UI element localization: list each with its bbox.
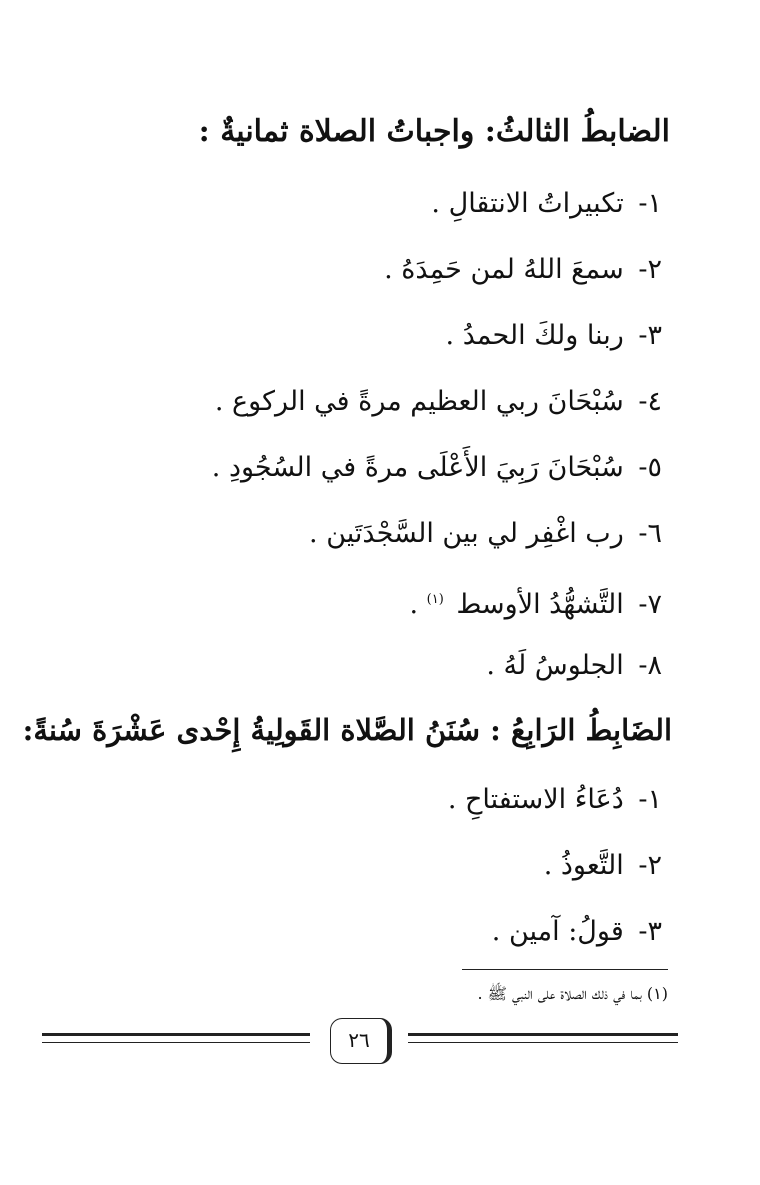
item-number: ٧- — [638, 589, 662, 620]
list-item — [446, 318, 662, 354]
item-end-punctuation: . — [409, 589, 419, 620]
item-number: ٨- — [638, 650, 662, 681]
item-text: ربنا ولكَ الحمدُ . — [445, 320, 624, 351]
item-number: ١- — [638, 784, 662, 815]
item-number: ١- — [638, 188, 662, 219]
item-text: دُعَاءُ الاستفتاحِ . — [447, 784, 624, 815]
list-item — [431, 186, 662, 222]
item-number: ٥- — [638, 452, 662, 483]
item-number: ٦- — [638, 518, 662, 549]
list-item — [409, 582, 662, 623]
item-number: ٤- — [638, 386, 662, 417]
item-text: قولُ: آمين . — [491, 916, 624, 947]
item-text: التَّشهُّدُ الأوسط — [456, 589, 624, 620]
list-item — [215, 384, 662, 420]
item-number: ٣- — [638, 320, 662, 351]
footnote-marker: (١) — [426, 592, 444, 607]
item-number: ٣- — [638, 916, 662, 947]
item-text: سُبْحَانَ ربي العظيم مرةً في الركوع . — [214, 386, 624, 417]
list-item — [492, 914, 662, 950]
list-item — [544, 848, 662, 884]
item-text: سمعَ اللهُ لمن حَمِدَهُ . — [384, 254, 624, 285]
footnote: (١) بما في ذلك الصلاة على النبي ﷺ . — [477, 984, 668, 1003]
section-4-heading: الضَابِطُ الرَابِعُ : سُنَنُ الصَّلاة القَولِيةُ إِحْدى عَشْرَةَ سُنةً: — [22, 713, 672, 747]
page-number: ٢٦ — [330, 1018, 392, 1064]
item-number: ٢- — [638, 254, 662, 285]
section-3-heading: الضابطُ الثالثُ: واجباتُ الصلاة ثمانيةٌ : — [198, 114, 670, 149]
item-text: التَّعوذُ . — [543, 850, 624, 881]
footer-rule-right — [408, 1033, 678, 1043]
item-text: الجلوسُ لَهُ . — [486, 650, 624, 681]
item-number: ٢- — [638, 850, 662, 881]
footer-rule-left — [42, 1033, 310, 1043]
list-item — [212, 450, 662, 486]
item-text: رب اغْفِر لي بين السَّجْدَتَين . — [309, 518, 624, 549]
footnote-divider — [462, 969, 668, 970]
item-text: سُبْحَانَ رَبِيَ الأَعْلَى مرةً في السُجُودِ . — [211, 452, 624, 483]
list-item — [486, 648, 662, 684]
list-item — [309, 516, 662, 552]
item-text: تكبيراتُ الانتقالِ . — [431, 188, 624, 219]
list-item — [384, 252, 662, 288]
list-item — [448, 782, 662, 818]
